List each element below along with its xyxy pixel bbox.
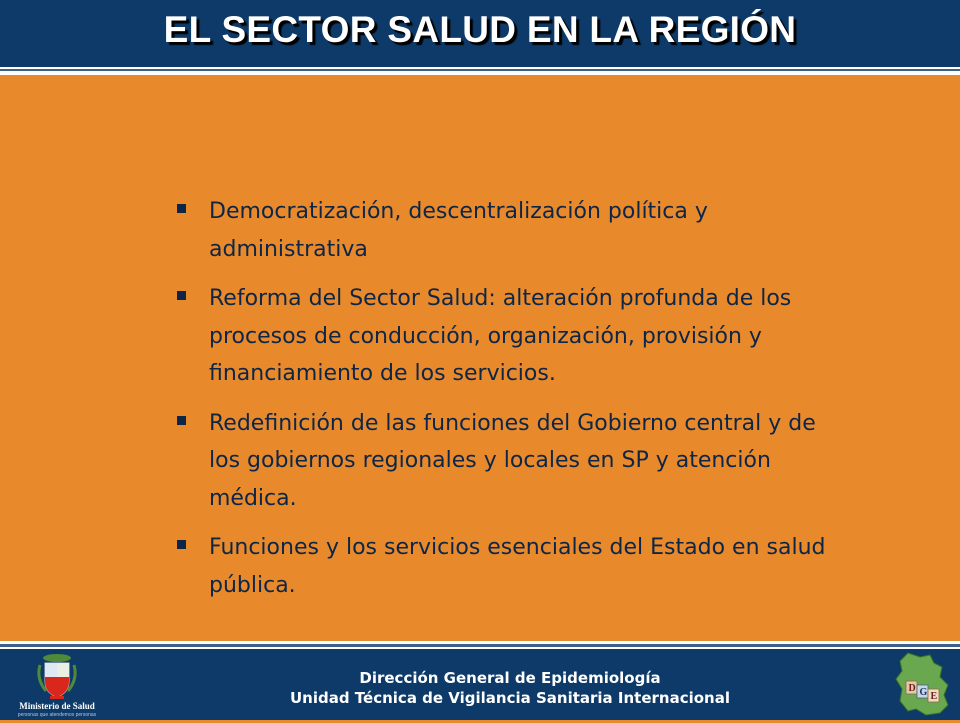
slide-body — [173, 193, 873, 616]
svg-text:E: E — [930, 691, 938, 702]
header-divider-white-lower — [0, 71, 960, 75]
bullet-item — [173, 405, 873, 518]
bullet-line: los gobiernos regionales y locales en SP y atención — [209, 448, 771, 473]
header-bar — [0, 0, 960, 67]
square-bullet-icon — [177, 540, 186, 549]
square-bullet-icon — [177, 204, 186, 213]
bullet-line: Redefinición de las funciones del Gobierno central y de — [209, 410, 816, 436]
svg-text:D: D — [908, 683, 916, 694]
bullet-list — [173, 193, 873, 604]
square-bullet-icon — [177, 291, 186, 300]
slide-title: EL SECTOR SALUD EN LA REGIÓN — [163, 9, 797, 50]
svg-text:G: G — [919, 687, 928, 698]
bullet-item — [173, 193, 873, 268]
bullet-item — [173, 529, 873, 604]
bullet-line: Reforma del Sector Salud: alteración profunda de los — [209, 286, 792, 311]
bullet-line: pública. — [209, 572, 296, 598]
bullet-line: Democratización, descentralización política y — [209, 199, 708, 224]
bullet-line: Funciones y los servicios esenciales del Estado en salud — [209, 535, 826, 560]
footer-unit: Unidad Técnica de Vigilancia Sanitaria Internacional — [289, 689, 730, 707]
peru-coat-of-arms-icon — [12, 651, 102, 701]
footer-bar — [0, 649, 960, 720]
dge-map-logo-icon — [890, 651, 952, 719]
bullet-line: administrativa — [209, 236, 368, 262]
bullet-line: financiamiento de los servicios. — [209, 361, 556, 386]
ministry-logo — [12, 651, 102, 718]
bullet-item — [173, 280, 873, 393]
bullet-line: médica. — [209, 485, 297, 511]
square-bullet-icon — [177, 416, 186, 425]
ministry-label: Ministerio de Salud — [19, 701, 95, 711]
dge-logo — [890, 651, 952, 719]
bullet-line: procesos de conducción, organización, provisión y — [209, 323, 762, 349]
ministry-tagline: personas que atendemos personas — [17, 712, 97, 718]
footer-organization: Dirección General de Epidemiología — [359, 669, 661, 687]
